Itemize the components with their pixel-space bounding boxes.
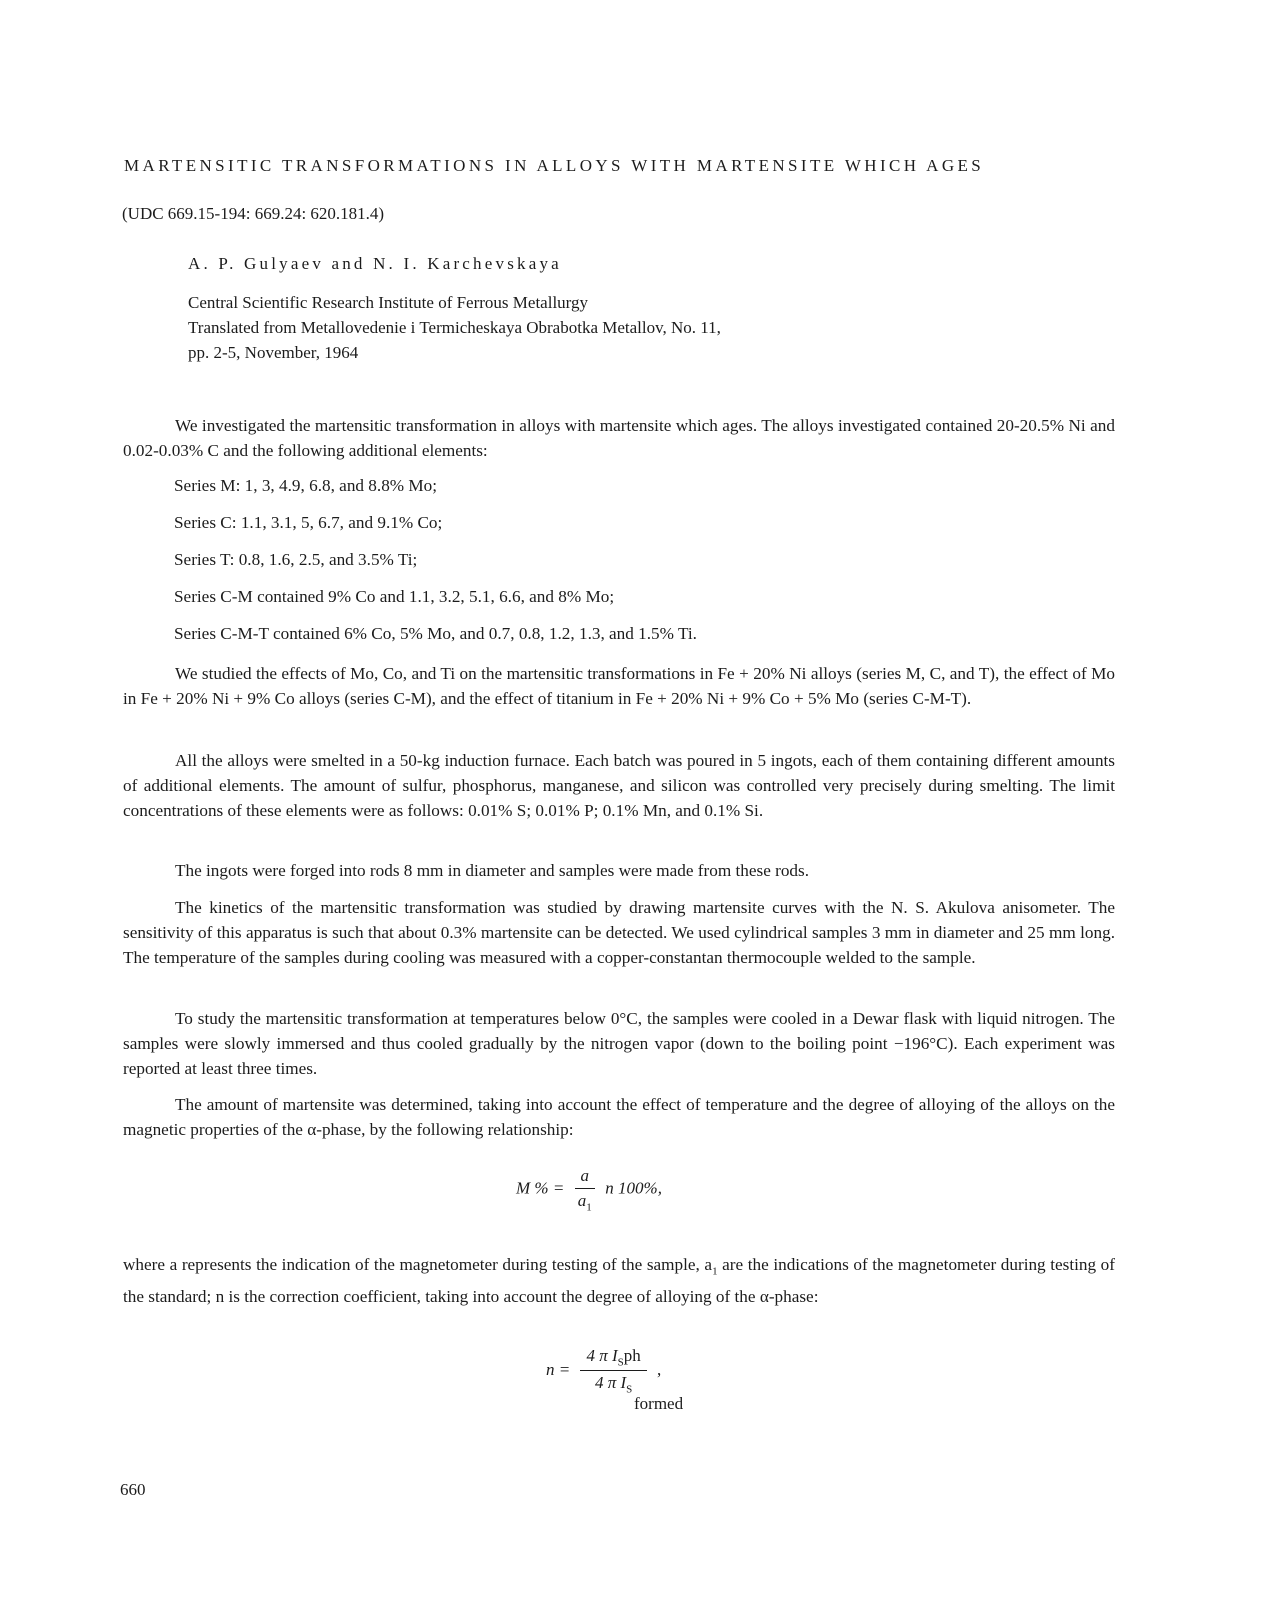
formula-lhs: M % = (516, 1178, 565, 1198)
paragraph-smelting (123, 748, 1115, 823)
paragraph-text: We studied the effects of Mo, Co, and Ti on the martensitic transformations in Fe + 20% Ni alloys (series M, C, and T), the effect of Mo in Fe + 20% Ni + 9% Co alloys (series C-M), and the effect of titanium in Fe + 20% Ni + 9% Co + 5% Mo (series C-M-T). (123, 664, 1115, 708)
page-number: 660 (120, 1480, 146, 1499)
affiliation-block (188, 290, 721, 365)
translation-source: Translated from Metallovedenie i Termicheskaya Obrabotka Metallov, No. 11, (188, 318, 721, 337)
paragraph-text: The amount of martensite was determined, taking into account the effect of temperature and the degree of alloying of the alloys on the magnetic properties of the α-phase, by the following relationship: (123, 1095, 1115, 1139)
formula-denominator-label: formed (634, 1394, 684, 1413)
formula-lhs: n = (546, 1359, 571, 1379)
denominator-symbol: a (577, 1191, 587, 1210)
udc-code: (UDC 669.15-194: 669.24: 620.181.4) (122, 204, 385, 223)
numerator-suffix: ph (623, 1346, 641, 1365)
series-item: Series C-M contained 9% Co and 1.1, 3.2, 5.1, 6.6, and 8% Mo; (174, 587, 615, 606)
numerator-symbol: 4 π I (586, 1346, 618, 1365)
formula-denominator (595, 1371, 632, 1395)
denominator-symbol: 4 π I (594, 1373, 627, 1393)
authors: A. P. Gulyaev and N. I. Karchevskaya (188, 254, 562, 273)
formula-fraction (575, 1166, 596, 1213)
formula-martensite-percent (516, 1166, 662, 1213)
series-item: Series C: 1.1, 3.1, 5, 6.7, and 9.1% Co; (174, 513, 443, 532)
paragraph-text (123, 1252, 1115, 1309)
paragraph-forging (123, 858, 1115, 883)
paragraph-cooling (123, 1006, 1115, 1081)
denominator-subscript: 1 (586, 1201, 592, 1214)
where-text-start: where a represents the indication of the magnetometer during testing of the sample, a (123, 1255, 713, 1274)
formula-numerator: a (575, 1166, 596, 1189)
paper-title: MARTENSITIC TRANSFORMATIONS IN ALLOYS WITH MARTENSITE WHICH AGES (124, 156, 985, 175)
paragraph-text: All the alloys were smelted in a 50-kg induction furnace. Each batch was poured in 5 ingots, each of them containing different amounts of additional elements. The amount of sulfur, phosphorus, manganese, and silicon was controlled very precisely during smelting. The limit concentrations of these elements were as follows: 0.01% S; 0.01% P; 0.1% Mn, and 0.1% Si. (123, 751, 1115, 820)
where-text-end: are the indications of the magnetometer during testing of the standard; n is the correction coefficient, taking into account the degree of alloying of the α-phase: (123, 1255, 1115, 1307)
formula-correction-coefficient (546, 1346, 684, 1413)
series-item: Series M: 1, 3, 4.9, 6.8, and 8.8% Mo; (174, 476, 438, 495)
paragraph-text: The kinetics of the martensitic transformation was studied by drawing martensite curves with the N. S. Akulova anisometer. The sensitivity of this apparatus is such that about 0.3% martensite can be detected. We used cylindrical samples 3 mm in diameter and 25 mm long. The temperature of the samples during cooling was measured with a copper-constantan thermocouple welded to the sample. (123, 898, 1115, 967)
paragraph-kinetics (123, 895, 1115, 970)
series-item: Series C-M-T contained 6% Co, 5% Mo, and 0.7, 0.8, 1.2, 1.3, and 1.5% Ti. (174, 624, 697, 643)
formula-numerator (580, 1346, 646, 1371)
translation-pages: pp. 2-5, November, 1964 (188, 343, 359, 362)
formula-fraction (580, 1346, 646, 1396)
paragraph-where (123, 1252, 1115, 1309)
denominator-subscript: S (626, 1383, 633, 1396)
paragraph-text: To study the martensitic transformation at temperatures below 0°C, the samples were cooled in a Dewar flask with liquid nitrogen. The samples were slowly immersed and thus cooled gradually by the nitrogen vapor (down to the boiling point −196°C). Each experiment was reported at least three times. (123, 1009, 1115, 1078)
paragraph-effects (123, 661, 1115, 711)
paragraph-intro (123, 413, 1115, 463)
where-subscript: 1 (712, 1265, 718, 1278)
formula-trailing-comma: , (657, 1359, 662, 1379)
affiliation: Central Scientific Research Institute of Ferrous Metallurgy (188, 293, 589, 312)
paragraph-martensite-amount (123, 1092, 1115, 1142)
paragraph-text: We investigated the martensitic transformation in alloys with martensite which ages. The alloys investigated contained 20-20.5% Ni and 0.02-0.03% C and the following additional elements: (123, 416, 1115, 460)
paragraph-text: The ingots were forged into rods 8 mm in diameter and samples were made from these rods. (175, 861, 810, 880)
series-item: Series T: 0.8, 1.6, 2.5, and 3.5% Ti; (174, 550, 418, 569)
numerator-subscript: S (617, 1356, 624, 1369)
formula-denominator (578, 1189, 592, 1213)
formula-rhs: n 100%, (605, 1178, 662, 1198)
